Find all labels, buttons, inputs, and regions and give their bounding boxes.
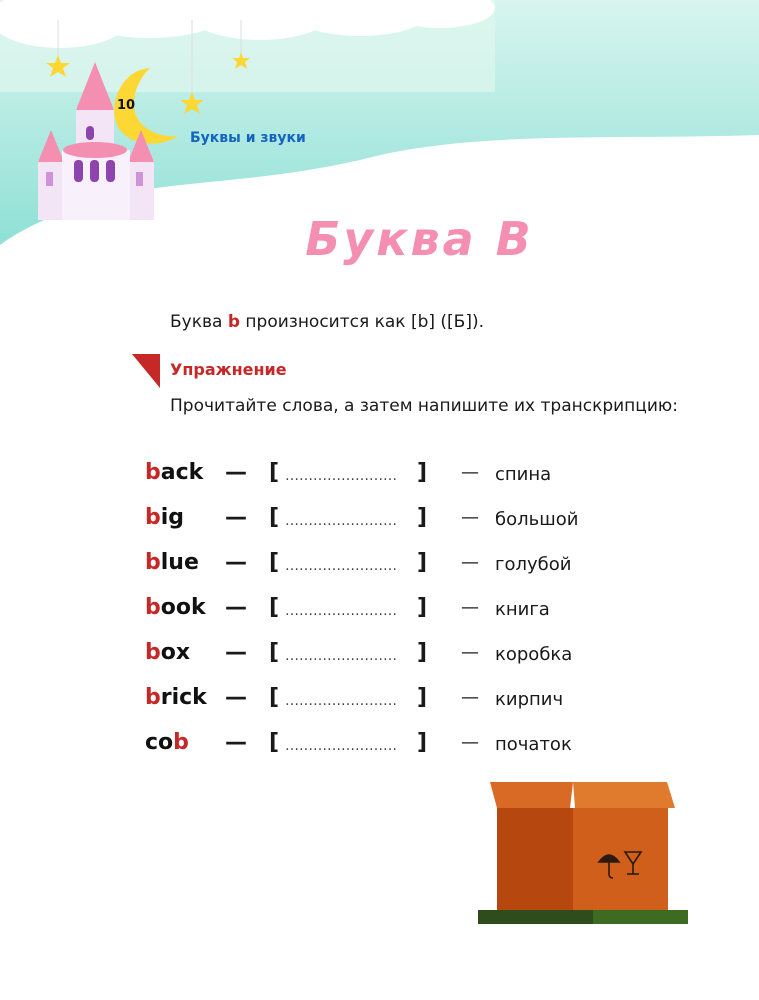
bracket-close: ]: [417, 595, 428, 620]
bracket-close: ]: [417, 685, 428, 710]
bracket-open: [: [269, 730, 280, 755]
bracket-open: [: [269, 460, 280, 485]
exercise-label: Упражнение: [170, 360, 287, 379]
bracket-close: ]: [417, 460, 428, 485]
translation: спина: [495, 464, 552, 485]
word-list: [145, 460, 645, 775]
dash: —: [461, 507, 479, 528]
bracket-open: [: [269, 640, 280, 665]
page-number: 10: [117, 98, 136, 113]
word-highlight-letter: b: [145, 505, 161, 530]
dash: —: [225, 595, 247, 620]
transcription-blank[interactable]: ……………………: [285, 693, 397, 709]
bracket-open: [: [269, 595, 280, 620]
translation: большой: [495, 509, 579, 530]
word-row: [145, 640, 645, 685]
english-word: [145, 505, 184, 530]
translation: кирпич: [495, 689, 564, 710]
word-prefix: co: [145, 730, 174, 755]
translation: початок: [495, 734, 572, 755]
bracket-open: [: [269, 550, 280, 575]
english-word: [145, 685, 207, 710]
word-row: [145, 550, 645, 595]
word-suffix: rick: [160, 685, 207, 710]
word-suffix: ig: [160, 505, 185, 530]
dash: —: [225, 640, 247, 665]
dash: —: [461, 732, 479, 753]
english-word: [145, 460, 203, 485]
intro-text: [170, 312, 484, 332]
english-word: [145, 595, 206, 620]
word-highlight-letter: b: [145, 550, 161, 575]
transcription-blank[interactable]: ……………………: [285, 648, 397, 664]
word-suffix: lue: [160, 550, 199, 575]
section-label: Буквы и звуки: [190, 130, 306, 146]
dash: —: [225, 550, 247, 575]
dash: —: [461, 462, 479, 483]
word-highlight-letter: b: [173, 730, 189, 755]
intro-letter: b: [227, 312, 241, 332]
intro-after: произносится как [b] ([Б]).: [240, 312, 485, 332]
word-row: [145, 505, 645, 550]
bracket-close: ]: [417, 550, 428, 575]
word-row: [145, 730, 645, 775]
bracket-close: ]: [417, 640, 428, 665]
exercise-instruction: Прочитайте слова, а затем напишите их транскрипцию:: [170, 396, 678, 416]
dash: —: [225, 505, 247, 530]
translation: голубой: [495, 554, 572, 575]
english-word: [145, 730, 189, 755]
box-icon: [475, 778, 690, 928]
bracket-close: ]: [417, 505, 428, 530]
word-highlight-letter: b: [145, 685, 161, 710]
transcription-blank[interactable]: ……………………: [285, 558, 397, 574]
bracket-close: ]: [417, 730, 428, 755]
word-highlight-letter: b: [145, 595, 161, 620]
exercise-flag-icon: [132, 354, 160, 388]
dash: —: [461, 597, 479, 618]
translation: коробка: [495, 644, 573, 665]
intro-before: Буква: [170, 312, 228, 332]
word-suffix: ack: [160, 460, 204, 485]
word-row: [145, 595, 645, 640]
transcription-blank[interactable]: ……………………: [285, 513, 397, 529]
dash: —: [461, 687, 479, 708]
dash: —: [225, 460, 247, 485]
word-row: [145, 685, 645, 730]
dash: —: [461, 552, 479, 573]
word-highlight-letter: b: [145, 640, 161, 665]
word-highlight-letter: b: [145, 460, 161, 485]
word-suffix: ook: [160, 595, 206, 620]
english-word: [145, 640, 190, 665]
translation: книга: [495, 599, 550, 620]
word-suffix: ox: [160, 640, 191, 665]
transcription-blank[interactable]: ……………………: [285, 603, 397, 619]
dash: —: [225, 685, 247, 710]
bracket-open: [: [269, 685, 280, 710]
dash: —: [461, 642, 479, 663]
transcription-blank[interactable]: ……………………: [285, 468, 397, 484]
dash: —: [225, 730, 247, 755]
english-word: [145, 550, 199, 575]
word-row: [145, 460, 645, 505]
transcription-blank[interactable]: ……………………: [285, 738, 397, 754]
page-title: Буква B: [305, 212, 534, 266]
bracket-open: [: [269, 505, 280, 530]
